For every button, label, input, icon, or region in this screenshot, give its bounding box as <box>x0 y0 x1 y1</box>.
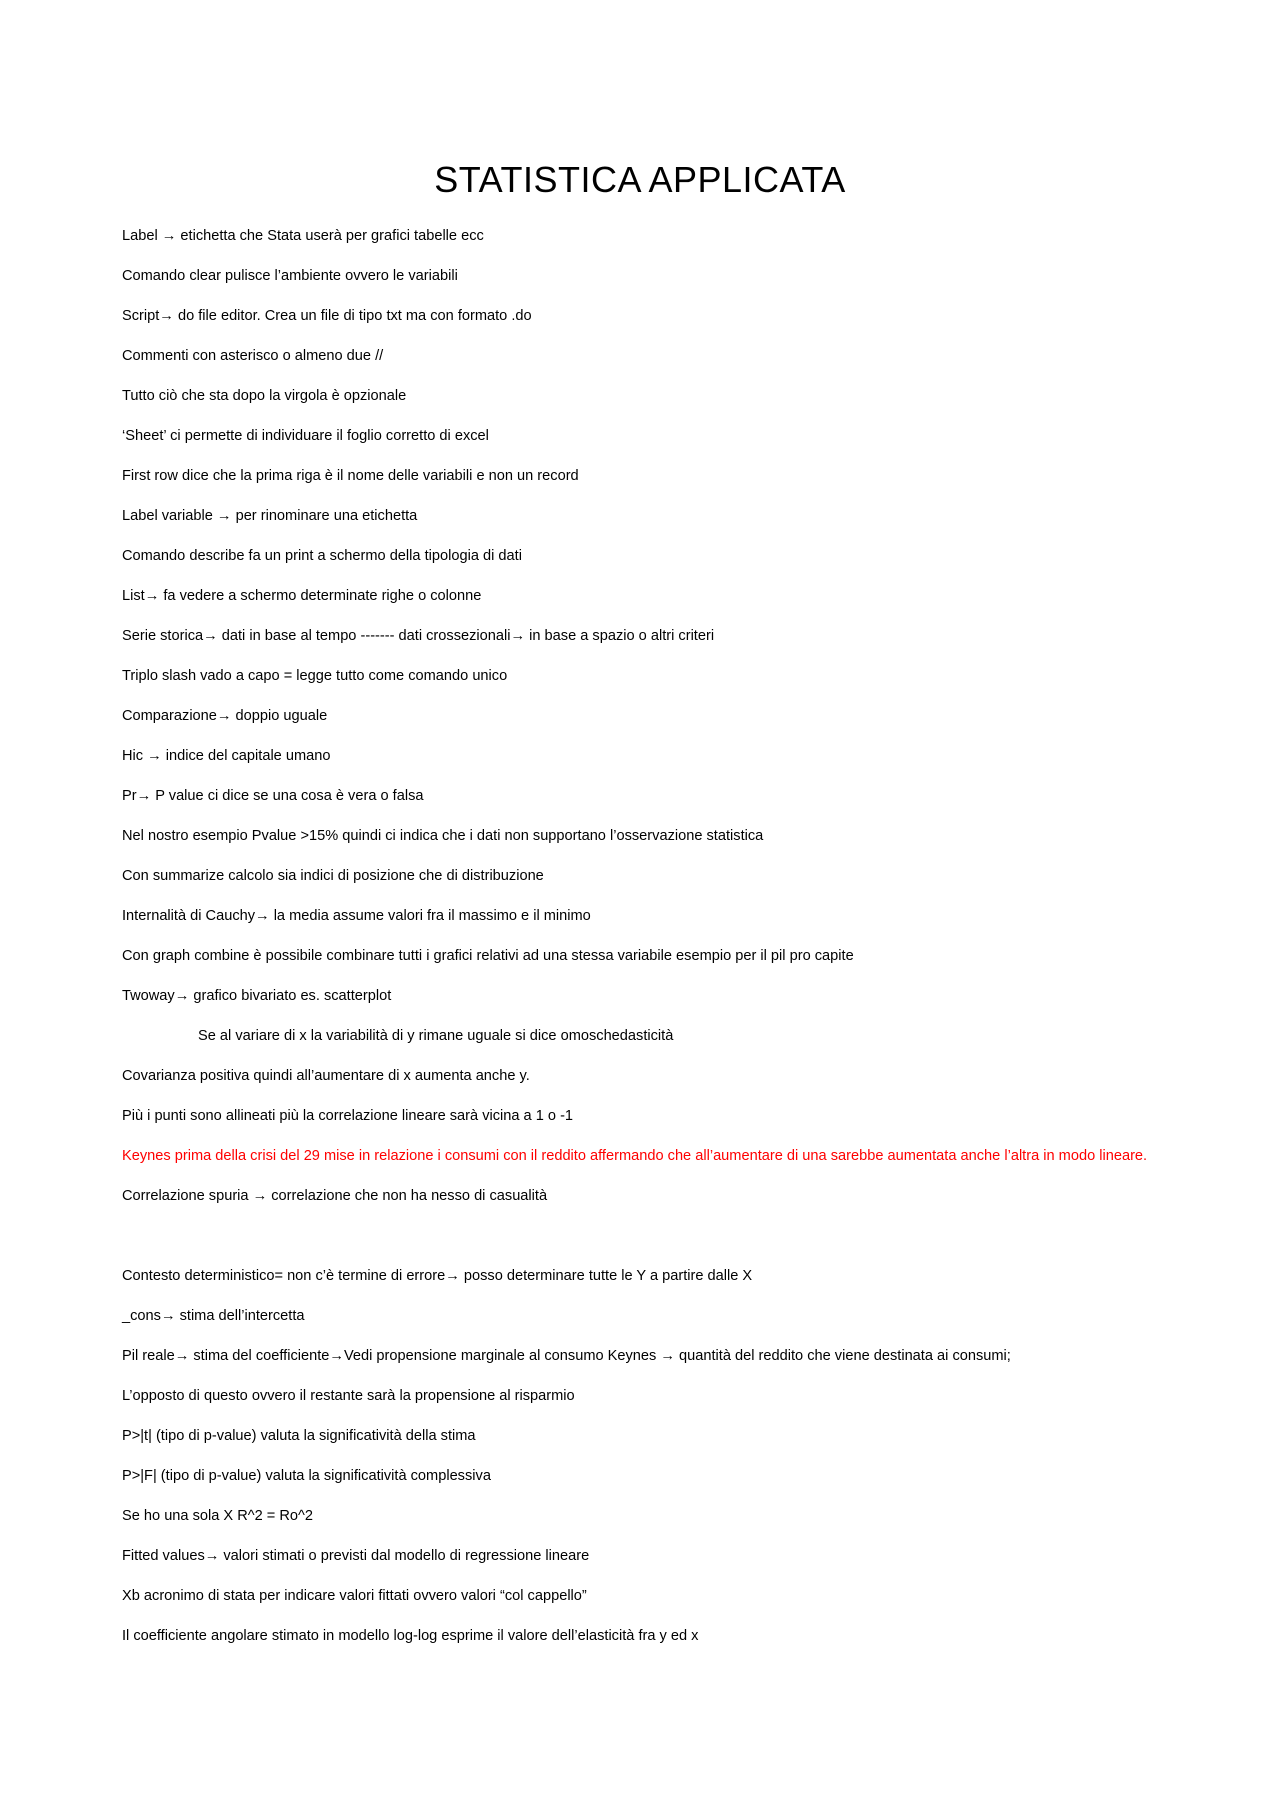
note-line: ‘Sheet’ ci permette di individuare il foglio corretto di excel <box>122 428 489 444</box>
note-line: Tutto ciò che sta dopo la virgola è opzionale <box>122 388 407 404</box>
note-line: Se ho una sola X R^2 = Ro^2 <box>122 1508 313 1524</box>
note-line: Pr→ P value ci dice se una cosa è vera o falsa <box>122 788 424 804</box>
note-line: Comando describe fa un print a schermo della tipologia di dati <box>122 548 522 564</box>
note-line: Comparazione→ doppio uguale <box>122 708 328 724</box>
note-line: Triplo slash vado a capo = legge tutto come comando unico <box>122 668 508 684</box>
note-line: Fitted values→ valori stimati o previsti dal modello di regressione lineare <box>122 1548 590 1564</box>
note-line: Con summarize calcolo sia indici di posizione che di distribuzione <box>122 868 544 884</box>
note-line: Label → etichetta che Stata userà per grafici tabelle ecc <box>122 228 484 244</box>
note-line: L’opposto di questo ovvero il restante sarà la propensione al risparmio <box>122 1388 575 1404</box>
note-line: Script→ do file editor. Crea un file di tipo txt ma con formato .do <box>122 308 532 324</box>
note-line: Serie storica→ dati in base al tempo ------- dati crossezionali→ in base a spazio o altri criteri <box>122 628 715 644</box>
note-line: Covarianza positiva quindi all’aumentare di x aumenta anche y. <box>122 1068 530 1084</box>
note-line-indented: Se al variare di x la variabilità di y rimane uguale si dice omoschedasticità <box>198 1028 674 1044</box>
note-line: _cons→ stima dell’intercetta <box>122 1308 305 1324</box>
note-line: Internalità di Cauchy→ la media assume valori fra il massimo e il minimo <box>122 908 591 924</box>
note-line: Hic → indice del capitale umano <box>122 748 331 764</box>
note-line: Xb acronimo di stata per indicare valori fittati ovvero valori “col cappello” <box>122 1588 587 1604</box>
note-line: Più i punti sono allineati più la correlazione lineare sarà vicina a 1 o -1 <box>122 1108 574 1124</box>
note-line: Label variable → per rinominare una etichetta <box>122 508 418 524</box>
note-line: Correlazione spuria → correlazione che non ha nesso di casualità <box>122 1188 548 1204</box>
document-body <box>122 226 1162 1666</box>
note-line: Il coefficiente angolare stimato in modello log-log esprime il valore dell’elasticità fra y ed x <box>122 1628 699 1644</box>
note-line-highlighted: Keynes prima della crisi del 29 mise in relazione i consumi con il reddito affermando che all’aumentare di una sarebbe aumentata anche l’altra in modo lineare. <box>122 1148 1148 1164</box>
note-line: Nel nostro esempio Pvalue >15% quindi ci indica che i dati non supportano l’osservazione statistica <box>122 828 764 844</box>
note-line: P>|F| (tipo di p-value) valuta la significatività complessiva <box>122 1468 491 1484</box>
note-line: Pil reale→ stima del coefficiente→Vedi propensione marginale al consumo Keynes → quantità del reddito che viene destinata ai consumi; <box>122 1348 1011 1364</box>
note-line: Contesto deterministico= non c’è termine di errore→ posso determinare tutte le Y a partire dalle X <box>122 1268 753 1284</box>
note-line: Twoway→ grafico bivariato es. scatterplot <box>122 988 392 1004</box>
note-line: Con graph combine è possibile combinare tutti i grafici relativi ad una stessa variabile esempio per il pil pro capite <box>122 948 854 964</box>
note-line: Commenti con asterisco o almeno due // <box>122 348 384 364</box>
note-line: P>|t| (tipo di p-value) valuta la significatività della stima <box>122 1428 476 1444</box>
note-line: Comando clear pulisce l’ambiente ovvero le variabili <box>122 268 458 284</box>
note-line: List→ fa vedere a schermo determinate righe o colonne <box>122 588 482 604</box>
document-title: STATISTICA APPLICATA <box>434 159 846 200</box>
note-line: First row dice che la prima riga è il nome delle variabili e non un record <box>122 468 579 484</box>
